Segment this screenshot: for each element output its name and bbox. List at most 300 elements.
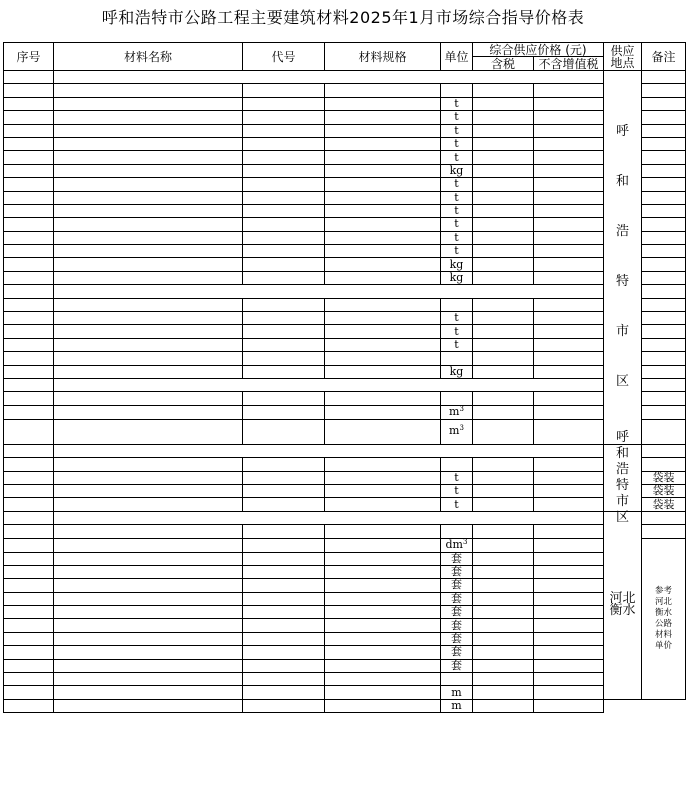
seq-cell [4, 511, 54, 524]
unit-cell [441, 97, 473, 110]
unit-text: t [454, 204, 459, 218]
tax-price-cell [473, 606, 534, 619]
note-cell [642, 71, 686, 84]
notax-price-cell [534, 458, 604, 471]
code-cell [243, 646, 325, 659]
supply-char: 浩 [615, 224, 629, 240]
tax-price-cell [473, 659, 534, 672]
notax-price-cell [534, 124, 604, 137]
supply-char: 呼 [615, 124, 629, 140]
note-cell [642, 312, 686, 325]
unit-text: t [454, 177, 459, 191]
unit-text: t [454, 190, 459, 204]
tax-price-cell [473, 84, 534, 97]
spec-cell [325, 659, 441, 672]
supply-char: 特 [615, 274, 629, 290]
table-row [4, 151, 686, 164]
code-cell [243, 419, 325, 444]
seq-cell [4, 538, 54, 552]
table-row [4, 111, 686, 124]
tax-price-cell [473, 271, 534, 284]
spec-cell [325, 606, 441, 619]
tax-price-cell [473, 392, 534, 405]
spec-cell [325, 111, 441, 124]
unit-text: t [454, 324, 459, 338]
seq-cell [4, 325, 54, 338]
note-char: 河北 [654, 596, 672, 607]
header-supply: 供应地点 [604, 43, 642, 71]
unit-text: 套 [451, 632, 462, 646]
unit-cell [441, 673, 473, 686]
supply-char: 浩 [615, 461, 629, 477]
unit-cell [441, 124, 473, 137]
supply-char: 衡水 [609, 603, 636, 619]
tax-price-cell [473, 298, 534, 311]
unit-cell [441, 458, 473, 471]
section-row [4, 444, 686, 457]
subcategory-row [4, 673, 686, 686]
seq-cell [4, 659, 54, 672]
note-cell [642, 164, 686, 177]
note-cell [642, 137, 686, 150]
unit-cell [441, 231, 473, 244]
seq-cell [4, 338, 54, 351]
seq-cell [4, 245, 54, 258]
unit-cell [441, 137, 473, 150]
seq-cell [4, 565, 54, 578]
unit-text: 套 [451, 591, 462, 605]
spec-cell [325, 619, 441, 632]
seq-cell [4, 484, 54, 497]
spec-cell [325, 538, 441, 552]
notax-price-cell [534, 673, 604, 686]
notax-price-cell [534, 245, 604, 258]
unit-cell [441, 659, 473, 672]
code-cell [243, 191, 325, 204]
spec-cell [325, 97, 441, 110]
table-row [4, 164, 686, 177]
section-title [54, 511, 604, 524]
code-cell [243, 392, 325, 405]
note-char: 材料 [654, 629, 672, 640]
tax-price-cell [473, 525, 534, 538]
notax-price-cell [534, 137, 604, 150]
material-name [54, 124, 243, 137]
tax-price-cell [473, 365, 534, 378]
notax-price-cell [534, 111, 604, 124]
material-name [54, 258, 243, 271]
note-text: 袋装 [652, 497, 675, 511]
header-spec: 材料规格 [325, 43, 441, 71]
subcategory-name [54, 525, 243, 538]
code-cell [243, 245, 325, 258]
table-row [4, 338, 686, 351]
seq-cell [4, 218, 54, 231]
note-cell [642, 405, 686, 419]
code-cell [243, 84, 325, 97]
unit-text: m [451, 698, 462, 712]
notax-price-cell [534, 552, 604, 565]
table-row [4, 178, 686, 191]
code-cell [243, 592, 325, 605]
notax-price-cell [534, 97, 604, 110]
unit-text: 套 [451, 658, 462, 672]
header-unit: 单位 [441, 43, 473, 71]
header-code: 代号 [243, 43, 325, 71]
spec-cell [325, 646, 441, 659]
table-row [4, 632, 686, 645]
spec-cell [325, 271, 441, 284]
seq-cell [4, 673, 54, 686]
material-name [54, 632, 243, 645]
code-cell [243, 178, 325, 191]
seq-cell [4, 632, 54, 645]
notax-price-cell [534, 498, 604, 511]
seq-cell [4, 606, 54, 619]
material-name [54, 592, 243, 605]
spec-cell [325, 686, 441, 699]
seq-cell [4, 525, 54, 538]
table-row [4, 258, 686, 271]
note-cell [642, 444, 686, 457]
spec-cell [325, 419, 441, 444]
unit-cell [441, 392, 473, 405]
unit-text: t [454, 484, 459, 498]
table-row [4, 405, 686, 419]
seq-cell [4, 552, 54, 565]
subcategory-name [54, 352, 243, 365]
tax-price-cell [473, 338, 534, 351]
material-name [54, 405, 243, 419]
table-row [4, 484, 686, 497]
seq-cell [4, 405, 54, 419]
material-name [54, 151, 243, 164]
tax-price-cell [473, 498, 534, 511]
section-row [4, 285, 686, 298]
spec-cell [325, 471, 441, 484]
supply-char: 呼 [615, 429, 629, 445]
spec-cell [325, 258, 441, 271]
seq-cell [4, 686, 54, 699]
note-char: 参考 [654, 585, 672, 596]
code-cell [243, 458, 325, 471]
note-text: 袋装 [652, 470, 675, 484]
unit-text: t [454, 311, 459, 325]
spec-cell [325, 178, 441, 191]
tax-price-cell [473, 538, 534, 552]
material-name [54, 606, 243, 619]
tax-price-cell [473, 97, 534, 110]
spec-cell [325, 218, 441, 231]
tax-price-cell [473, 124, 534, 137]
spec-cell [325, 298, 441, 311]
unit-cell [441, 619, 473, 632]
spec-cell [325, 405, 441, 419]
notax-price-cell [534, 405, 604, 419]
table-row [4, 659, 686, 672]
note-cell [642, 525, 686, 538]
table-row [4, 699, 686, 712]
tax-price-cell [473, 458, 534, 471]
seq-cell [4, 191, 54, 204]
unit-text: dm [445, 537, 463, 551]
notax-price-cell [534, 565, 604, 578]
unit-text: t [454, 244, 459, 258]
tax-price-cell [473, 484, 534, 497]
note-cell [642, 258, 686, 271]
seq-cell [4, 178, 54, 191]
note-cell [642, 338, 686, 351]
spec-cell [325, 352, 441, 365]
spec-cell [325, 231, 441, 244]
code-cell [243, 405, 325, 419]
note-cell [642, 97, 686, 110]
note-cell [642, 298, 686, 311]
tax-price-cell [473, 699, 534, 712]
table-row [4, 137, 686, 150]
notax-price-cell [534, 258, 604, 271]
spec-cell [325, 245, 441, 258]
material-name [54, 191, 243, 204]
tax-price-cell [473, 325, 534, 338]
tax-price-cell [473, 619, 534, 632]
spec-cell [325, 565, 441, 578]
seq-cell [4, 458, 54, 471]
code-cell [243, 97, 325, 110]
code-cell [243, 151, 325, 164]
seq-cell [4, 204, 54, 217]
subcategory-row [4, 392, 686, 405]
notax-price-cell [534, 271, 604, 284]
header-name: 材料名称 [54, 43, 243, 71]
code-cell [243, 606, 325, 619]
spec-cell [325, 84, 441, 97]
unit-cell [441, 298, 473, 311]
seq-cell [4, 84, 54, 97]
note-cell [642, 285, 686, 298]
tax-price-cell [473, 218, 534, 231]
unit-text: m [449, 404, 460, 418]
material-name [54, 231, 243, 244]
section-title [54, 378, 604, 391]
unit-cell [441, 258, 473, 271]
code-cell [243, 632, 325, 645]
unit-superscript: 3 [459, 404, 464, 413]
seq-cell [4, 419, 54, 444]
note-cell [642, 325, 686, 338]
note-cell [642, 352, 686, 365]
notax-price-cell [534, 579, 604, 592]
reference-note [642, 538, 686, 699]
code-cell [243, 204, 325, 217]
seq-cell [4, 378, 54, 391]
code-cell [243, 525, 325, 538]
table-row [4, 579, 686, 592]
seq-cell [4, 151, 54, 164]
notax-price-cell [534, 84, 604, 97]
seq-cell [4, 498, 54, 511]
supply-char: 市 [615, 324, 629, 340]
subcategory-name [54, 458, 243, 471]
seq-cell [4, 352, 54, 365]
spec-cell [325, 498, 441, 511]
table-row [4, 231, 686, 244]
code-cell [243, 298, 325, 311]
table-row [4, 245, 686, 258]
notax-price-cell [534, 191, 604, 204]
seq-cell [4, 471, 54, 484]
material-name [54, 325, 243, 338]
notax-price-cell [534, 525, 604, 538]
price-table [3, 42, 686, 713]
code-cell [243, 231, 325, 244]
code-cell [243, 218, 325, 231]
notax-price-cell [534, 699, 604, 712]
note-cell [642, 124, 686, 137]
subcategory-row [4, 298, 686, 311]
tax-price-cell [473, 204, 534, 217]
notax-price-cell [534, 204, 604, 217]
code-cell [243, 552, 325, 565]
note-cell [642, 111, 686, 124]
supply-char: 区 [615, 374, 629, 390]
note-cell [642, 204, 686, 217]
tax-price-cell [473, 405, 534, 419]
material-name [54, 178, 243, 191]
spec-cell [325, 632, 441, 645]
note-cell [642, 392, 686, 405]
material-name [54, 686, 243, 699]
table-row [4, 124, 686, 137]
unit-text: kg [449, 364, 464, 378]
unit-cell [441, 178, 473, 191]
spec-cell [325, 699, 441, 712]
code-cell [243, 498, 325, 511]
tax-price-cell [473, 191, 534, 204]
seq-cell [4, 285, 54, 298]
unit-text: 套 [451, 618, 462, 632]
table-row [4, 325, 686, 338]
spec-cell [325, 484, 441, 497]
notax-price-cell [534, 471, 604, 484]
material-name [54, 659, 243, 672]
notax-price-cell [534, 659, 604, 672]
table-row [4, 592, 686, 605]
table-row [4, 606, 686, 619]
unit-text: t [454, 123, 459, 137]
note-char: 衡水 [654, 607, 672, 618]
table-row [4, 97, 686, 110]
table-row [4, 498, 686, 511]
note-cell [642, 245, 686, 258]
unit-cell [441, 498, 473, 511]
supply-char: 特 [615, 477, 629, 493]
section-title [54, 285, 604, 298]
supply-location [604, 71, 642, 445]
section-title [54, 444, 604, 457]
subcategory-name [54, 673, 243, 686]
unit-cell [441, 164, 473, 177]
material-name [54, 538, 243, 552]
unit-cell [441, 686, 473, 699]
material-name [54, 552, 243, 565]
notax-price-cell [534, 298, 604, 311]
unit-cell [441, 271, 473, 284]
table-row [4, 552, 686, 565]
seq-cell [4, 111, 54, 124]
notax-price-cell [534, 538, 604, 552]
code-cell [243, 538, 325, 552]
code-cell [243, 365, 325, 378]
unit-cell [441, 419, 473, 444]
tax-price-cell [473, 137, 534, 150]
seq-cell [4, 619, 54, 632]
notax-price-cell [534, 231, 604, 244]
seq-cell [4, 124, 54, 137]
material-name [54, 484, 243, 497]
unit-text: 套 [451, 645, 462, 659]
spec-cell [325, 137, 441, 150]
notax-price-cell [534, 619, 604, 632]
unit-cell [441, 699, 473, 712]
seq-cell [4, 444, 54, 457]
tax-price-cell [473, 164, 534, 177]
code-cell [243, 579, 325, 592]
note-cell [642, 471, 686, 484]
note-cell [642, 218, 686, 231]
seq-cell [4, 579, 54, 592]
tax-price-cell [473, 258, 534, 271]
note-cell [642, 191, 686, 204]
tax-price-cell [473, 245, 534, 258]
subcategory-name [54, 392, 243, 405]
code-cell [243, 471, 325, 484]
supply-char: 和 [615, 174, 629, 190]
unit-text: 套 [451, 578, 462, 592]
note-cell [642, 484, 686, 497]
notax-price-cell [534, 151, 604, 164]
unit-cell [441, 338, 473, 351]
unit-text: t [454, 338, 459, 351]
supply-char: 和 [615, 445, 629, 461]
table-row [4, 646, 686, 659]
material-name [54, 97, 243, 110]
subcategory-row [4, 525, 686, 538]
unit-cell [441, 204, 473, 217]
material-name [54, 218, 243, 231]
unit-cell [441, 352, 473, 365]
material-name [54, 699, 243, 712]
tax-price-cell [473, 231, 534, 244]
code-cell [243, 124, 325, 137]
spec-cell [325, 673, 441, 686]
note-cell [642, 271, 686, 284]
supply-char: 河北 [609, 591, 636, 607]
spec-cell [325, 204, 441, 217]
unit-cell [441, 632, 473, 645]
notax-price-cell [534, 325, 604, 338]
unit-cell [441, 405, 473, 419]
tax-price-cell [473, 552, 534, 565]
unit-text: t [454, 470, 459, 484]
table-row [4, 686, 686, 699]
spec-cell [325, 579, 441, 592]
section-row [4, 378, 686, 391]
subcategory-row [4, 458, 686, 471]
table-row [4, 419, 686, 444]
table-row [4, 565, 686, 578]
unit-text: t [454, 150, 459, 164]
